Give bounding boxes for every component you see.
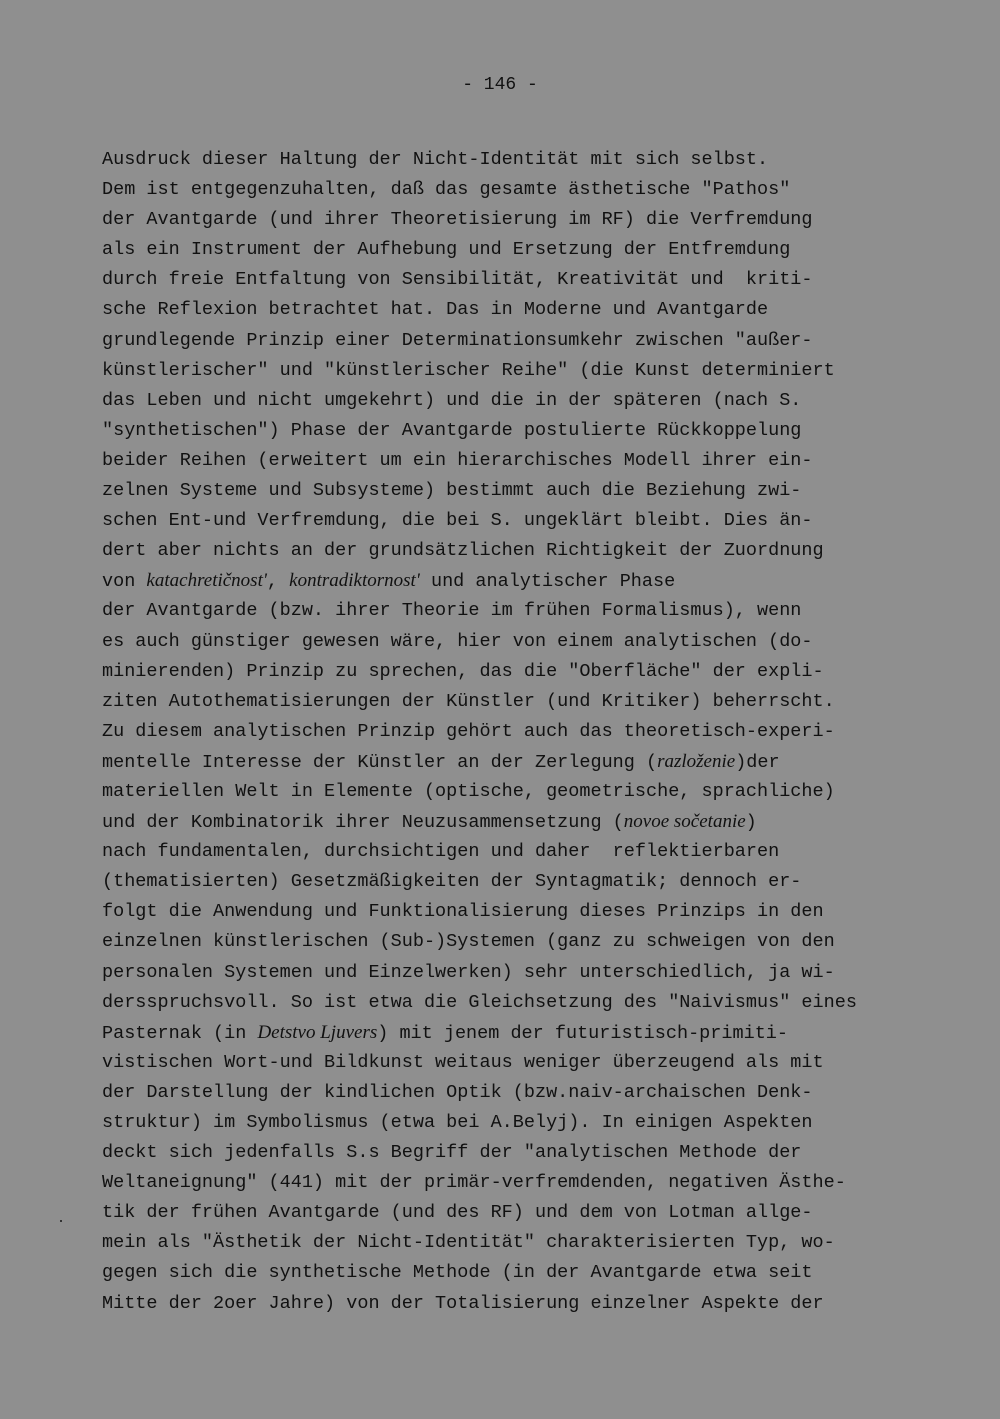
text-line [102,897,932,927]
text-line [102,356,932,386]
text-line [102,596,932,626]
text-line [102,1198,932,1228]
text-segment: "synthetischen") Phase der Avantgarde postulierte Rückkoppelung [102,419,802,441]
text-segment: ) [745,812,757,834]
italic-term: novoe sočetanie [623,811,746,833]
text-line [102,1018,932,1048]
text-segment: es auch günstiger gewesen wäre, hier von einem analytischen (do- [102,630,813,652]
text-line [102,657,932,687]
text-segment: struktur) im Symbolismus (etwa bei A.Belyj). In einigen Aspekten [102,1112,813,1133]
text-line [102,1048,932,1078]
italic-term: kontradiktornost' [289,570,420,592]
text-line [102,958,932,988]
text-segment: der Avantgarde (und ihrer Theoretisierung im RF) die Verfremdung [102,209,813,231]
text-line [102,175,932,205]
text-segment: Pasternak (in [102,1022,258,1044]
text-segment: nach fundamentalen, durchsichtigen und daher reflektierbaren [102,841,780,863]
text-line [102,1228,932,1258]
text-segment: einzelnen künstlerischen (Sub-)Systemen (ganz zu schweigen von den [102,931,835,953]
text-line [102,777,932,807]
text-segment: materiellen Welt in Elemente (optische, geometrische, sprachliche) [102,780,835,802]
text-segment: der Avantgarde (bzw. ihrer Theorie im frühen Formalismus), wenn [102,600,802,622]
text-line [102,1258,932,1288]
text-segment: als ein Instrument der Aufhebung und Ersetzung der Entfremdung [102,239,791,261]
text-segment: sche Reflexion betrachtet hat. Das in Moderne und Avantgarde [102,299,769,321]
text-segment: )der [735,751,780,773]
text-line [102,536,932,566]
text-segment: und analytischer Phase [419,571,676,593]
page-number: - 146 - [462,75,538,95]
body-text [102,145,932,1319]
text-segment: von [102,571,147,593]
text-line [102,807,932,837]
text-line [102,326,932,356]
text-line [102,1108,932,1138]
text-segment: , [266,571,290,593]
text-line [102,476,932,506]
text-segment: ziten Autothematisierungen der Künstler (und Kritiker) beherrscht. [102,690,835,712]
text-line [102,627,932,657]
text-segment: dert aber nichts an der grundsätzlichen Richtigkeit der Zuordnung [102,540,824,562]
text-line [102,446,932,476]
italic-term: katachretičnost' [146,570,267,592]
text-line [102,1168,932,1198]
text-segment: mentelle Interesse der Künstler an der Zerlegung ( [102,751,658,773]
text-segment: deckt sich jedenfalls S.s Begriff der "analytischen Methode der [102,1142,802,1164]
text-line [102,988,932,1018]
text-line [102,506,932,536]
text-segment: vistischen Wort-und Bildkunst weitaus weniger überzeugend als mit [102,1051,824,1073]
text-line [102,1289,932,1319]
text-line [102,265,932,295]
text-line [102,386,932,416]
text-line [102,1138,932,1168]
text-segment: Mitte der 2oer Jahre) von der Totalisierung einzelner Aspekte der [102,1292,824,1314]
text-segment: durch freie Entfaltung von Sensibilität, Kreativität und kriti- [102,269,813,291]
text-line [102,837,932,867]
text-segment: künstlerischer" und "künstlerischer Reihe" (die Kunst determiniert [102,359,835,381]
text-line [102,295,932,325]
text-segment: beider Reihen (erweitert um ein hierarchisches Modell ihrer ein- [102,449,813,471]
text-line [102,747,932,777]
text-segment: zelnen Systeme und Subsysteme) bestimmt auch die Beziehung zwi- [102,480,802,502]
text-line [102,717,932,747]
text-segment: personalen Systemen und Einzelwerken) sehr unterschiedlich, ja wi- [102,961,835,983]
text-segment: (thematisierten) Gesetzmäßigkeiten der Syntagmatik; dennoch er- [102,871,802,893]
text-segment: tik der frühen Avantgarde (und des RF) und dem von Lotman allge- [102,1202,813,1224]
text-segment: grundlegende Prinzip einer Determinationsumkehr zwischen "außer- [102,329,813,351]
text-segment: dersspruchsvoll. So ist etwa die Gleichsetzung des "Naivismus" eines [102,991,857,1013]
text-segment: Ausdruck dieser Haltung der Nicht-Identität mit sich selbst. [102,149,769,170]
text-line [102,145,932,175]
text-segment: Dem ist entgegenzuhalten, daß das gesamte ästhetische "Pathos" [102,179,791,201]
text-segment: gegen sich die synthetische Methode (in der Avantgarde etwa seit [102,1262,813,1284]
text-line [102,205,932,235]
text-line [102,867,932,897]
text-segment: ) mit jenem der futuristisch-primiti- [377,1022,789,1044]
text-segment: Weltaneignung" (441) mit der primär-verfremdenden, negativen Ästhe- [102,1172,846,1194]
text-segment: der Darstellung der kindlichen Optik (bzw.naiv-archaischen Denk- [102,1081,813,1103]
text-segment: schen Ent-und Verfremdung, die bei S. ungeklärt bleibt. Dies än- [102,510,813,532]
text-segment: das Leben und nicht umgekehrt) und die in der späteren (nach S. [102,389,802,411]
text-line [102,416,932,446]
text-line [102,1078,932,1108]
text-line [102,927,932,957]
text-segment: folgt die Anwendung und Funktionalisierung dieses Prinzips in den [102,901,824,923]
text-segment: mein als "Ästhetik der Nicht-Identität" charakterisierten Typ, wo- [102,1232,835,1254]
text-line [102,235,932,265]
text-segment: Zu diesem analytischen Prinzip gehört auch das theoretisch-experi- [102,720,835,742]
text-segment: und der Kombinatorik ihrer Neuzusammensetzung ( [102,812,624,834]
scan-speck [60,1220,62,1222]
text-line [102,687,932,717]
italic-term: Detstvo Ljuvers [257,1021,378,1043]
italic-term: razloženie [657,750,736,772]
text-segment: minierenden) Prinzip zu sprechen, das die "Oberfläche" der expli- [102,660,824,682]
text-line [102,566,932,596]
